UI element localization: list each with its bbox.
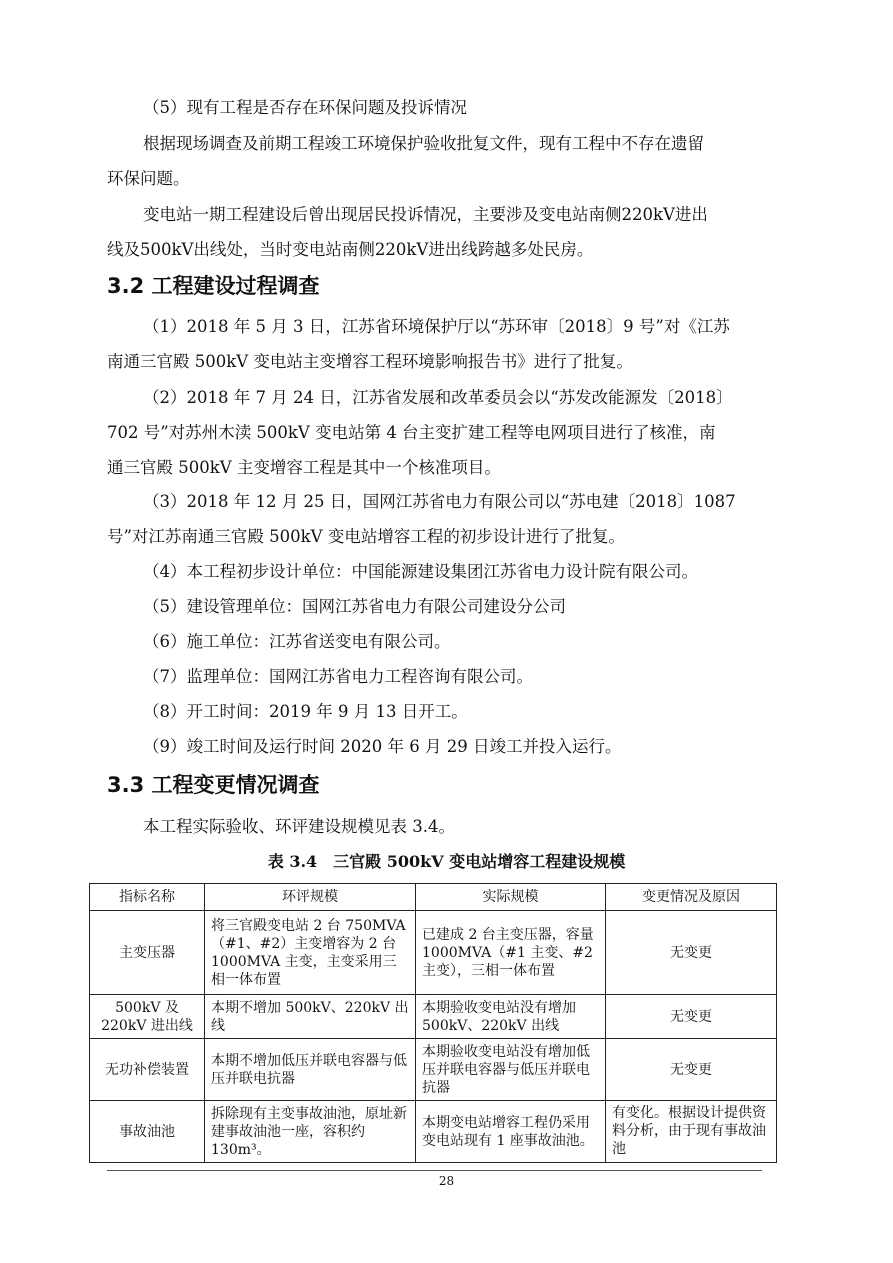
table-row: [90, 911, 777, 995]
paragraph-line: （5）现有工程是否存在环保问题及投诉情况: [143, 98, 467, 117]
paragraph-line: （4）本工程初步设计单位：中国能源建设集团江苏省电力设计院有限公司。: [143, 562, 698, 581]
table-cell-change: 无变更: [606, 995, 777, 1039]
table-cell-change: 有变化。根据设计提供资料分析，由于现有事故油池: [612, 1104, 766, 1157]
table-cell-change: 无变更: [606, 1039, 777, 1101]
paragraph-line: 根据现场调查及前期工程竣工环境保护验收批复文件，现有工程中不存在遗留: [143, 134, 704, 153]
paragraph-line: （8）开工时间：2019 年 9 月 13 日开工。: [143, 702, 468, 721]
table-cell-eia: 拆除现有主变事故油池，原址新建事故油池一座，容积约 130m³。: [205, 1101, 416, 1163]
table-cell-name: 事故油池: [90, 1101, 205, 1163]
paragraph-line: 线及500kV出线处，当时变电站南侧220kV进出线跨越多处民房。: [107, 240, 594, 259]
table-row: [90, 995, 777, 1039]
table-cell-change-wrap: [606, 1101, 777, 1163]
paragraph-line: 号”对江苏南通三官殿 500kV 变电站增容工程的初步设计进行了批复。: [107, 527, 625, 546]
footer-divider: [107, 1170, 762, 1171]
table-header-cell: 实际规模: [416, 884, 606, 911]
table-cell-eia: 本期不增加 500kV、220kV 出线: [205, 995, 416, 1039]
paragraph-line: 通三官殿 500kV 主变增容工程是其中一个核准项目。: [107, 458, 501, 477]
table-row: [90, 1101, 777, 1163]
paragraph-line: （3）2018 年 12 月 25 日，国网江苏省电力有限公司以“苏电建〔2018〕1087: [143, 492, 736, 511]
construction-scale-table: [89, 883, 777, 1163]
table-header-row: [90, 884, 777, 911]
table-caption: 表 3.4 三官殿 500kV 变电站增容工程建设规模: [267, 852, 626, 871]
paragraph-line: （1）2018 年 5 月 3 日，江苏省环境保护厅以“苏环审〔2018〕9 号”对《江苏: [143, 317, 730, 336]
paragraph-line: （9）竣工时间及运行时间 2020 年 6 月 29 日竣工并投入运行。: [143, 737, 622, 756]
table-cell-name: 500kV 及 220kV 进出线: [90, 995, 205, 1039]
table-cell-name: 无功补偿装置: [90, 1039, 205, 1101]
table-cell-eia: 本期不增加低压并联电容器与低压并联电抗器: [205, 1039, 416, 1101]
paragraph-line: （7）监理单位：国网江苏省电力工程咨询有限公司。: [143, 667, 533, 686]
table-header-cell: 指标名称: [90, 884, 205, 911]
table-row: [90, 1039, 777, 1101]
table-cell-actual: 已建成 2 台主变压器，容量 1000MVA（#1 主变、#2 主变），三相一体布置: [416, 911, 606, 995]
paragraph-line: 本工程实际验收、环评建设规模见表 3.4。: [143, 817, 455, 836]
table-cell-eia: 将三官殿变电站 2 台 750MVA（#1、#2）主变增容为 2 台 1000MVA 主变，主变采用三相一体布置: [205, 911, 416, 995]
table-cell-change: 无变更: [606, 911, 777, 995]
table-header-cell: 变更情况及原因: [606, 884, 777, 911]
paragraph-line: 南通三官殿 500kV 变电站主变增容工程环境影响报告书》进行了批复。: [107, 352, 633, 371]
paragraph-line: （5）建设管理单位：国网江苏省电力有限公司建设分公司: [143, 597, 566, 616]
page-number: 28: [438, 1174, 455, 1188]
paragraph-line: （6）施工单位：江苏省送变电有限公司。: [143, 632, 451, 651]
table-cell-actual: 本期变电站增容工程仍采用变电站现有 1 座事故油池。: [416, 1101, 606, 1163]
section-heading-3-2: 3.2 工程建设过程调查: [107, 274, 320, 298]
paragraph-line: （2）2018 年 7 月 24 日，江苏省发展和改革委员会以“苏发改能源发〔2018〕: [143, 388, 733, 407]
paragraph-line: 环保问题。: [107, 169, 190, 188]
table-cell-actual: 本期验收变电站没有增加 500kV、220kV 出线: [416, 995, 606, 1039]
paragraph-line: 702 号”对苏州木渎 500kV 变电站第 4 台主变扩建工程等电网项目进行了核准，南: [107, 423, 716, 442]
section-heading-3-3: 3.3 工程变更情况调查: [107, 773, 320, 797]
paragraph-line: 变电站一期工程建设后曾出现居民投诉情况，主要涉及变电站南侧220kV进出: [143, 205, 708, 224]
table-cell-actual: 本期验收变电站没有增加低压并联电容器与低压并联电抗器: [416, 1039, 606, 1101]
table-header-cell: 环评规模: [205, 884, 416, 911]
table-cell-name: 主变压器: [90, 911, 205, 995]
